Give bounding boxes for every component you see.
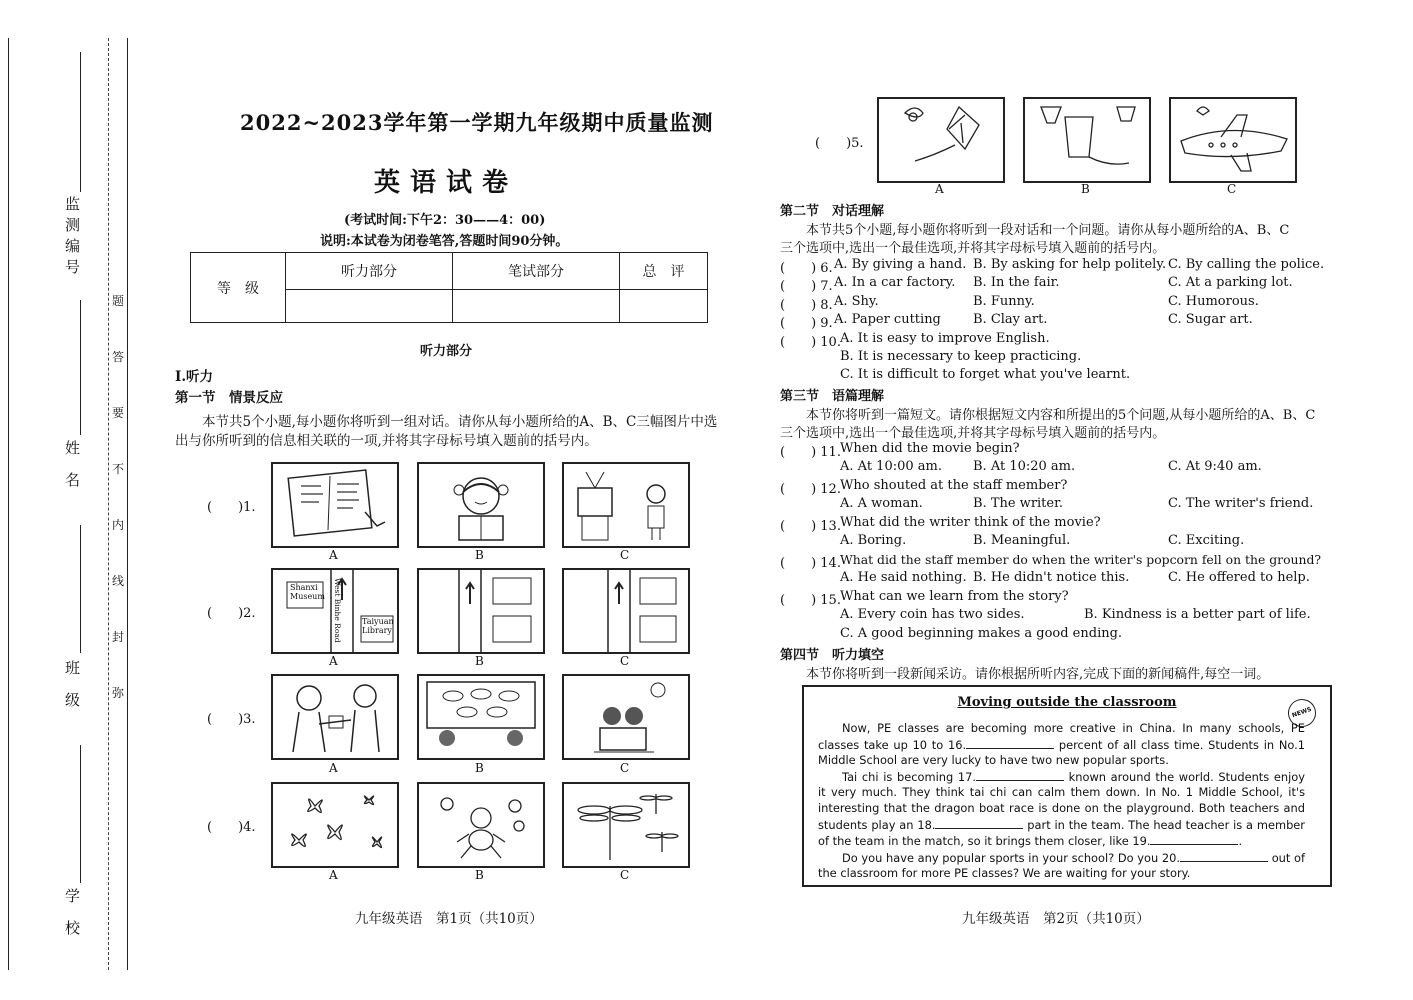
option-label: B [475,761,484,775]
option-a: A. Every coin has two sides. [840,607,1025,622]
question-text: When did the movie begin? [840,441,1020,456]
option-c: C. The writer's friend. [1168,496,1314,511]
section3-title: 第三节 语篇理解 [780,389,885,404]
seal-char: 要 [112,406,125,420]
seal-char: 题 [112,294,125,308]
question-number: ( ) 11. [780,445,841,460]
option-label: B [475,654,484,668]
question-number: ( ) 6. [780,261,833,276]
option-a: A. By giving a hand. [834,257,967,272]
news-text: . [1238,834,1243,849]
picture-5a [877,97,1005,183]
total-score-cell[interactable] [620,290,708,323]
map-2c [562,568,690,654]
option-b: B. In the fair. [973,275,1060,290]
option-label: C [620,868,630,882]
section2-description-1: 本节共5个小题,每小题你将听到一段对话和一个问题。请你从每小题所给的A、B、C [806,223,1290,238]
option-label: B [475,868,484,882]
option-b: B. At 10:20 am. [973,459,1076,474]
binding-line-dashed [108,38,109,970]
question-text: What did the staff member do when the writer's popcorn fell on the ground? [840,552,1322,567]
option-b: B. Clay art. [973,312,1048,327]
option-a: A. It is easy to improve English. [840,331,1050,346]
school-label: 学 校 [63,888,81,941]
option-b: B. By asking for help politely. [973,257,1167,272]
question-text: Who shouted at the staff member? [840,478,1068,493]
question-number: ( ) 14. [780,556,841,571]
blank-20[interactable] [1180,850,1268,862]
option-c: C. At a parking lot. [1168,275,1293,290]
section3-description-2: 三个选项中,选出一个最佳选项,并将其字母标号填入题前的括号内。 [780,426,1166,441]
writing-header: 笔试部分 [453,253,620,290]
option-label: C [1227,182,1237,196]
option-c: C. He offered to help. [1168,570,1310,585]
option-c: C. Sugar art. [1168,312,1253,327]
blank-16[interactable] [966,737,1054,749]
blank-19[interactable] [1150,833,1238,845]
news-badge-text: NEWS [1291,705,1313,720]
seal-char: 封 [112,630,125,644]
exam-instruction: 说明:本试卷为闭卷笔答,答题时间90分钟。 [320,234,569,249]
exam-title: 2022~2023学年第一学期九年级期中质量监测 [240,110,714,135]
option-c: C. Exciting. [1168,533,1245,548]
news-text: percent of all class time. Students in No.1 Middle School are very lucky to have two new popular sports. [818,737,1305,768]
question-number: ( ) 7. [780,279,833,294]
section2-description-2: 三个选项中,选出一个最佳选项,并将其字母标号填入题前的括号内。 [780,241,1166,256]
option-label: A [329,654,338,668]
news-article-box [802,685,1332,887]
section1-description: 本节共5个小题,每小题你将听到一组对话。请你从每小题所给的A、B、C三幅图片中选出与你所听到的信息相关联的一项,并将其字母标号填入题前的括号内。 [175,414,718,449]
question-number: ( ) 10. [780,335,841,350]
picture-3c [562,674,690,760]
news-text: Now, PE classes are becoming more creative in China. In many schools, PE classes take up 10 to 16. [818,721,1305,752]
option-label: A [329,548,338,562]
section3-description-1: 本节你将听到一篇短文。请你根据短文内容和所提出的5个问题,从每小题所给的A、B、C [806,408,1316,423]
question-number: ( )2. [207,606,256,621]
part-heading: Ⅰ.听力 [175,369,214,385]
picture-1b [417,462,545,548]
option-a: A. A woman. [840,496,923,511]
question-number: ( )4. [207,820,256,835]
paper-subtitle: 英语试卷 [374,168,519,198]
listening-score-cell[interactable] [286,290,453,323]
picture-1c [562,462,690,548]
option-label: C [620,654,630,668]
name-field[interactable] [80,300,81,435]
map-road-label: West Binhe Road [333,578,342,643]
option-a: A. Paper cutting [834,312,941,327]
news-title: Moving outside the classroom [957,695,1177,710]
option-b: B. It is necessary to keep practicing. [840,349,1082,364]
option-label: B [1081,182,1090,196]
option-b: B. He didn't notice this. [973,570,1130,585]
option-label: A [329,868,338,882]
option-a: A. Boring. [840,533,907,548]
picture-3b [417,674,545,760]
section2-title: 第二节 对话理解 [780,204,885,219]
news-text: Do you have any popular sports in your school? Do you 20. [842,850,1181,865]
news-text: Tai chi is becoming 17. [842,769,976,784]
section4-title: 第四节 听力填空 [780,648,885,663]
school-field[interactable] [80,745,81,883]
exam-number-field[interactable] [80,52,81,192]
section1-title: 第一节 情景反应 [175,390,283,406]
question-number: ( ) 13. [780,519,841,534]
picture-5c [1169,97,1297,183]
seal-char: 答 [112,350,125,364]
question-number: ( )5. [815,136,864,151]
blank-18[interactable] [935,817,1023,829]
option-label: A [329,761,338,775]
exam-time: (考试时间:下午2：30——4：00) [344,213,546,228]
exam-number-label: 监测编号 [63,196,81,280]
seal-char: 线 [112,574,125,588]
question-number: ( )1. [207,500,256,515]
total-header: 总 评 [620,253,708,290]
ants-picture [417,782,545,868]
option-c: C. Humorous. [1168,294,1259,309]
page-footer: 九年级英语 第1页（共10页） [355,911,543,927]
section4-description: 本节你将听到一段新闻采访。请你根据所听内容,完成下面的新闻稿件,每空一词。 [806,667,1270,682]
listening-header: 听力部分 [286,253,453,290]
option-label: C [620,761,630,775]
news-text: part in the team. The head teacher is a member of the team in the match, so it brings them closer, like 19. [818,817,1305,849]
binding-line-outer [8,38,9,970]
name-label: 姓 名 [63,440,81,493]
question-text: What can we learn from the story? [840,589,1069,604]
option-c: C. It is difficult to forget what you've learnt. [840,367,1131,382]
butterflies-picture [271,782,399,868]
option-c: C. By calling the police. [1168,257,1325,272]
page-footer: 九年级英语 第2页（共10页） [962,911,1150,927]
option-a: A. In a car factory. [834,275,956,290]
question-number: ( ) 9. [780,316,833,331]
option-c: C. A good beginning makes a good ending. [840,626,1123,641]
map-2b [417,568,545,654]
option-a: A. At 10:00 am. [840,459,942,474]
seal-char: 内 [112,518,125,532]
seal-char: 弥 [112,686,125,700]
question-text: What did the writer think of the movie? [840,515,1101,530]
picture-3a [271,674,399,760]
score-table [190,252,708,323]
map-museum-label: Shanxi Museum [290,583,325,601]
news-text: known around the world. Students enjoy it very much. They think tai chi can calm them down. In No. 1 Middle School, it's interesting that the dragon boat race is done on the playground. Both teachers and students play an 18. [818,769,1305,832]
option-label: B [475,548,484,562]
news-body [818,721,1305,882]
picture-1a [271,462,399,548]
option-label: A [935,182,944,196]
option-label: C [620,548,630,562]
question-number: ( ) 12. [780,482,841,497]
question-number: ( )3. [207,712,256,727]
writing-score-cell[interactable] [453,290,620,323]
option-a: A. He said nothing. [840,570,967,585]
question-number: ( ) 8. [780,298,833,313]
section-heading: 听力部分 [420,344,473,359]
blank-17[interactable] [976,769,1064,781]
map-library-label: Taiyuan Library [362,617,394,635]
binding-line-inner [127,38,128,970]
option-b: B. The writer. [973,496,1064,511]
seal-char: 不 [112,462,125,476]
option-b: B. Meaningful. [973,533,1071,548]
class-label: 班 级 [63,660,81,713]
option-c: C. At 9:40 am. [1168,459,1262,474]
grade-cell: 等 级 [191,253,286,323]
class-field[interactable] [80,525,81,653]
option-b: B. Funny. [973,294,1035,309]
question-number: ( ) 15. [780,593,841,608]
option-b: B. Kindness is a better part of life. [1084,607,1311,622]
news-text: out of the classroom for more PE classes? We are waiting for your story. [818,850,1305,881]
dragonflies-picture [562,782,690,868]
option-a: A. Shy. [834,294,879,309]
picture-5b [1023,97,1151,183]
